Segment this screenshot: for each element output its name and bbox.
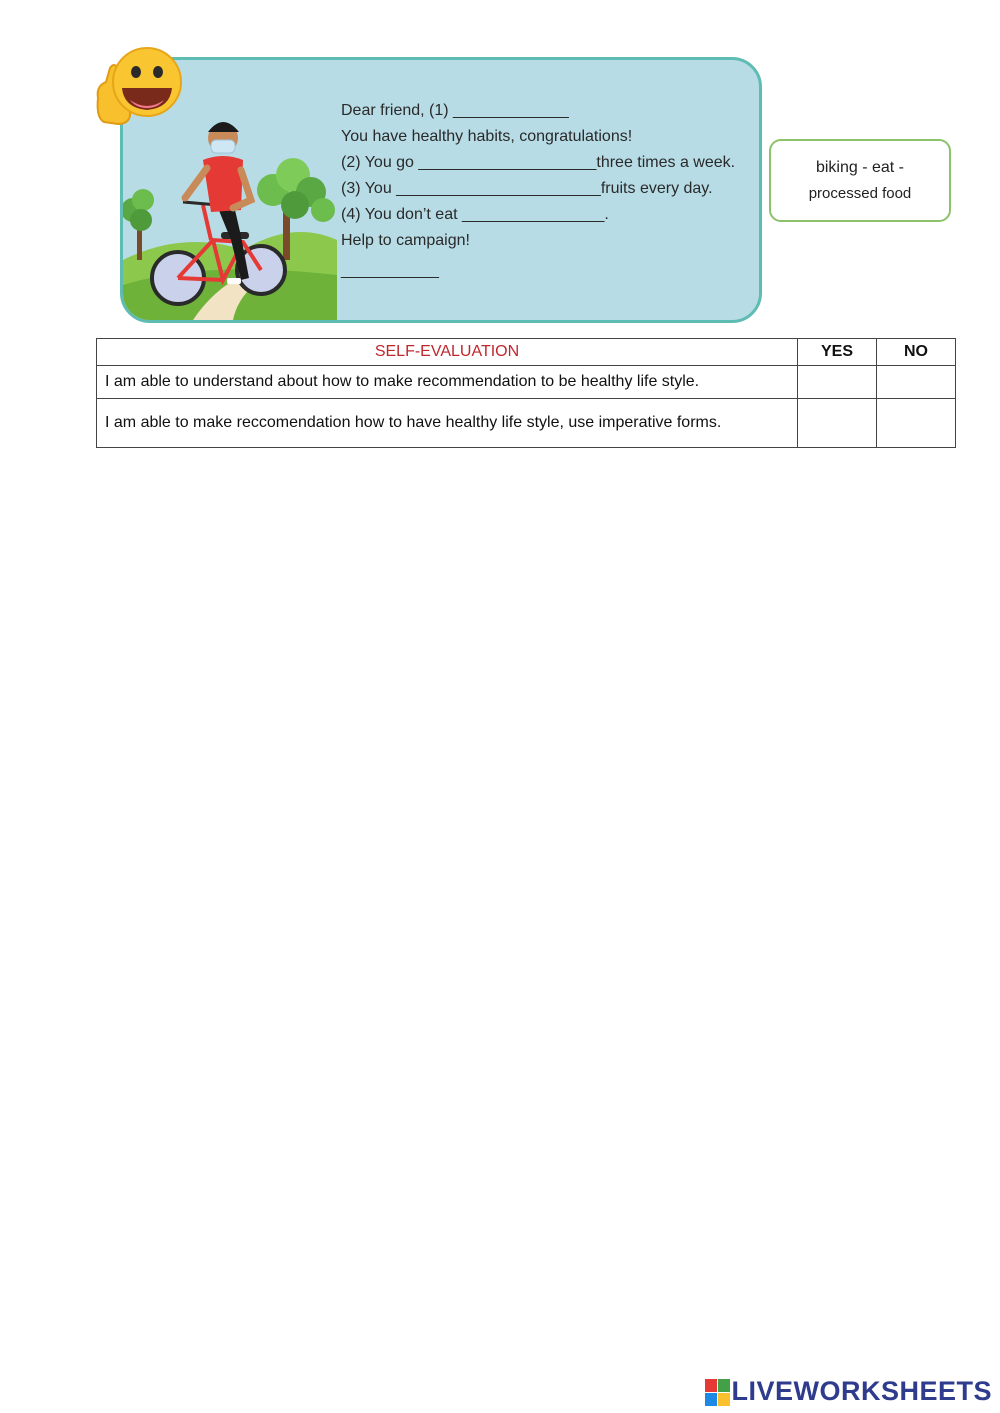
- letter-card: [120, 57, 762, 323]
- letter-text: [341, 98, 751, 284]
- self-evaluation-header: SELF-EVALUATION: [97, 339, 798, 366]
- letter-blank-2: (2) You go ____________________three times a week.: [341, 154, 736, 171]
- table-row: [97, 399, 956, 448]
- no-answer-cell[interactable]: [877, 399, 956, 448]
- no-column-header: NO: [877, 339, 956, 366]
- word-bank: [769, 139, 951, 222]
- yes-answer-cell[interactable]: [798, 399, 877, 448]
- liveworksheets-logo: [705, 1376, 992, 1407]
- self-evaluation-table: [96, 338, 956, 448]
- brand-name: LIVEWORKSHEETS: [731, 1376, 992, 1406]
- yes-answer-cell[interactable]: [798, 366, 877, 399]
- word-bank-line-1: biking - eat -: [815, 158, 905, 176]
- table-header-row: [97, 339, 956, 366]
- letter-blank-3: (3) You _______________________fruits every day.: [341, 180, 713, 197]
- statement-cell: I am able to make reccomendation how to have healthy life style, use imperative forms.: [97, 399, 798, 448]
- letter-greeting: Dear friend, (1) _____________: [341, 102, 569, 119]
- letter-blank-4: (4) You don’t eat ________________.: [341, 206, 609, 223]
- thumbs-up-smiley-icon: [92, 46, 184, 128]
- letter-closing: Help to campaign!: [341, 232, 470, 249]
- liveworksheets-logo-icon: [705, 1379, 729, 1405]
- letter-signature-blank: ___________: [341, 262, 439, 279]
- yes-column-header: YES: [798, 339, 877, 366]
- statement-cell: I am able to understand about how to make recommendation to be healthy life style.: [97, 366, 798, 399]
- no-answer-cell[interactable]: [877, 366, 956, 399]
- letter-congrats: You have healthy habits, congratulations!: [341, 128, 633, 145]
- table-row: [97, 366, 956, 399]
- word-bank-line-2: processed food: [808, 184, 912, 202]
